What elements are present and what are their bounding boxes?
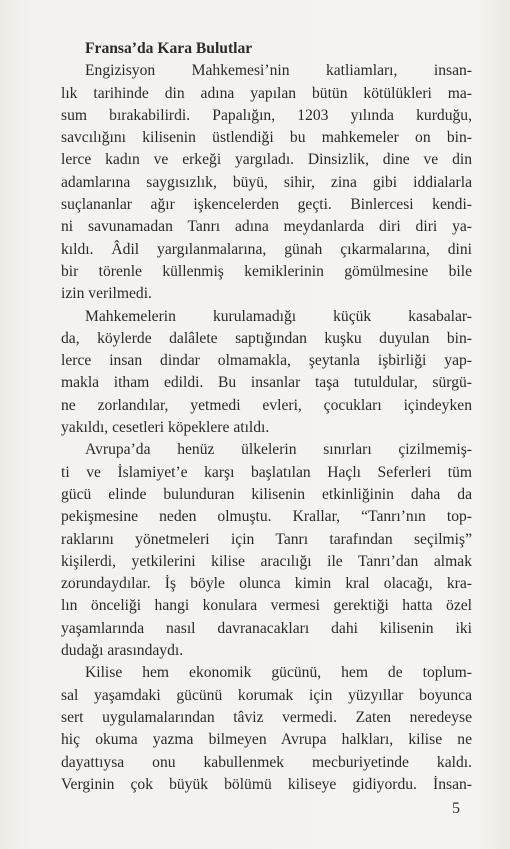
text-line: makla itham edildi. Bu insanlar taşa tutuldular, sürgü-	[61, 374, 472, 392]
section-title: Fransa’da Kara Bulutlar	[85, 40, 253, 57]
text-line: lın önceliği hangi konulara vermesi gerektiği hatta özel	[61, 597, 472, 615]
page-body	[61, 38, 472, 796]
text-line: hiç okuma yazma bilmeyen Avrupa halkları, kilise ne	[61, 731, 472, 749]
text-line: dayattıysa onu kabullenmek mecburiyetinde kaldı.	[61, 753, 472, 771]
text-line: ti ve İslamiyet’e karşı başlatılan Haçlı Seferleri tüm	[61, 463, 472, 481]
page-number: 5	[452, 800, 460, 817]
text-line: Mahkemelerin kurulamadığı küçük kasabalar-	[85, 307, 472, 325]
text-line: adamlarına saygısızlık, büyü, sihir, zina gibi iddialarla	[61, 173, 472, 191]
text-line: izin verilmedi.	[61, 285, 152, 303]
text-line: Engizisyon Mahkemesi’nin katliamları, insan-	[85, 62, 472, 80]
text-line: gücü elinde bulunduran kilisenin etkinliğinin daha da	[61, 485, 472, 503]
text-line: lerce kadın ve erkeği yargıladı. Dinsizlik, dine ve din	[61, 151, 472, 169]
text-line: sert uygulamalarından tâviz vermedi. Zaten neredeyse	[61, 708, 472, 726]
text-line: suçlananlar ağır işkencelerden geçti. Binlercesi kendi-	[61, 196, 472, 214]
text-line: yakıldı, cesetleri köpeklere atıldı.	[61, 419, 270, 437]
text-line: sal yaşamdaki gücünü korumak için yüzyıllar boyunca	[61, 686, 472, 704]
text-line: kıldı. Âdil yargılanmalarına, günah çıkarmalarına, dini	[61, 240, 472, 258]
text-line: da, köylerde dalâlete saptığından kuşku duyulan bin-	[61, 329, 472, 347]
text-line: lık tarihinde din adına yapılan bütün kötülükleri ma-	[61, 84, 472, 102]
text-line: kişilerdi, yetkilerini kilise aracılığı ile Tanrı’dan almak	[61, 552, 472, 570]
text-line: lerce insan dindar olmamakla, şeytanla işbirliği yap-	[61, 352, 472, 370]
text-line: pekişmesine neden olmuştu. Krallar, “Tanrı’nın top-	[61, 508, 472, 526]
text-line: dudağı arasındaydı.	[61, 642, 184, 660]
text-line: zorundaydılar. İş böyle olunca kimin kral olacağı, kra-	[61, 575, 472, 593]
text-line: Kilise hem ekonomik gücünü, hem de toplum-	[85, 664, 472, 682]
text-line: Verginin çok büyük bölümü kiliseye gidiyordu. İnsan-	[61, 775, 472, 793]
text-line: savcılığını kilisenin üstlendiği bu mahkemeler on bin-	[61, 129, 472, 147]
text-line: sum bırakabilirdi. Papalığın, 1203 yılında kurduğu,	[61, 106, 472, 124]
text-line: ne zorlandılar, yetmedi evleri, çocukları içindeyken	[61, 396, 472, 414]
text-line: bir törenle küllenmiş kemiklerinin gömülmesine bile	[61, 262, 472, 280]
text-line: yaşamlarında nasıl davranacakları dahi kilisenin iki	[61, 619, 472, 637]
text-line: ni savunamadan Tanrı adına meydanlarda diri diri ya-	[61, 218, 472, 236]
text-line: raklarını yönetmeleri için Tanrı tarafından seçilmiş”	[61, 530, 472, 548]
text-line: Avrupa’da henüz ülkelerin sınırları çizilmemiş-	[85, 441, 472, 459]
